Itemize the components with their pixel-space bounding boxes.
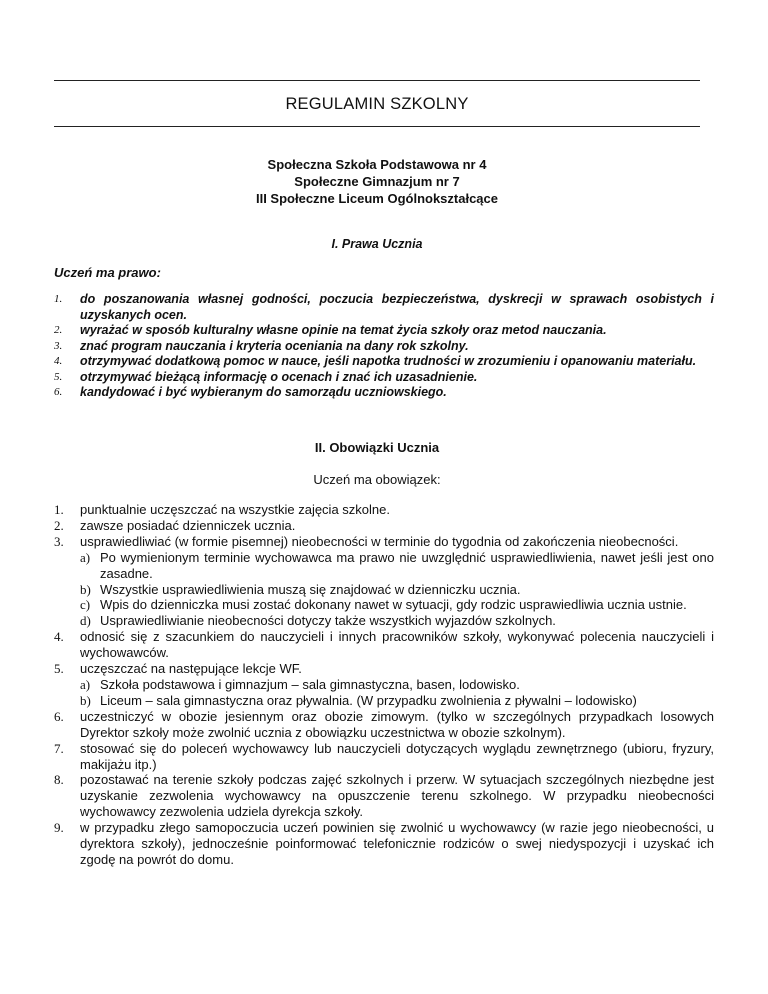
item-text: w przypadku złego samopoczucia uczeń powinien się zwolnić u wychowawcy (w razie jego nieobecności, u dyrektora szkoły), jednocześnie poinformować telefonicznie rodziców o swej niedyspozycji i uzyskać ich zgodę na powrót do domu. [80, 820, 714, 867]
sub-item-letter: c) [80, 597, 91, 613]
item-number: 4. [54, 355, 63, 367]
section-heading-duties: II. Obowiązki Ucznia [314, 440, 440, 455]
sub-list [80, 677, 714, 709]
title-divider [54, 126, 700, 127]
item-text: uczestniczyć w obozie jesiennym oraz obozie zimowym. (tylko w szczególnych przypadkach losowych Dyrektor szkoły może zwolnić ucznia z obowiązku uczestnictwa w obozie szkolnym). [80, 708, 714, 740]
item-number: 3. [54, 533, 64, 549]
item-text: punktualnie uczęszczać na wszystkie zajęcia szkolne. [80, 502, 390, 517]
sub-item-letter: b) [80, 692, 91, 708]
item-text: usprawiedliwiać (w formie pisemnej) nieobecności w terminie do tygodnia od zakończenia nieobecności. [80, 533, 679, 549]
sub-item-letter: a) [80, 549, 91, 565]
item-text: otrzymywać dodatkową pomoc w nauce, jeśli napotka trudności w zrozumieniu i opanowaniu materiału. [80, 354, 697, 368]
school-names [54, 156, 700, 207]
sub-item-letter: b) [80, 581, 91, 597]
item-number: 3. [54, 339, 63, 352]
item-number: 8. [54, 772, 64, 788]
school-name: Społeczna Szkoła Podstawowa nr 4 [267, 157, 487, 172]
item-number: 5. [54, 370, 63, 383]
list-item [54, 709, 714, 741]
item-text: uczęszczać na następujące lekcje WF. [80, 661, 302, 677]
sub-item [80, 693, 714, 709]
item-number: 5. [54, 661, 64, 677]
sub-item [80, 550, 714, 582]
sub-item-letter: a) [80, 676, 91, 692]
sub-item-text: Liceum – sala gimnastyczna oraz pływalnia. (W przypadku zwolnienia z pływalni – lodowisko) [100, 692, 637, 708]
list-item [54, 354, 714, 370]
item-text: znać program nauczania i kryteria oceniania na dany rok szkolny. [80, 338, 469, 353]
item-number: 6. [54, 708, 64, 724]
item-text: zawsze posiadać dzienniczek ucznia. [80, 517, 296, 533]
sub-item-text: Po wymienionym terminie wychowawca ma prawo nie uwzględnić usprawiedliwienia, nawet jeśli jest ono zasadne. [100, 549, 714, 581]
school-name: III Społeczne Liceum Ogólnokształcące [255, 191, 499, 206]
list-item [54, 820, 714, 868]
list-item [54, 534, 714, 629]
item-text: stosować się do poleceń wychowawcy lub nauczycieli dotyczących wyglądu zewnętrznego (ubioru, fryzury, makijażu itp.) [80, 740, 714, 772]
sub-item [80, 613, 714, 629]
rights-lead: Uczeń ma prawo: [54, 265, 161, 280]
duties-list [54, 502, 714, 868]
list-item [54, 772, 714, 820]
sub-list [80, 550, 714, 630]
top-divider [54, 80, 700, 81]
item-text: otrzymywać bieżącą informację o ocenach i znać ich uzasadnienie. [80, 369, 478, 384]
item-number: 6. [54, 386, 63, 398]
page-title: REGULAMIN SZKOLNY [285, 95, 469, 113]
list-item [54, 629, 714, 661]
list-item [54, 323, 714, 339]
list-item [54, 661, 714, 709]
sub-item [80, 582, 714, 598]
sub-item-text: Wpis do dzienniczka musi zostać dokonany nawet w sytuacji, gdy rodzic usprawiedliwia ucznia ustnie. [100, 597, 687, 613]
sub-item-text: Szkoła podstawowa i gimnazjum – sala gimnastyczna, basen, lodowisko. [100, 676, 520, 692]
item-text: wyrażać w sposób kulturalny własne opinie na temat życia szkoły oraz metod nauczania. [80, 323, 607, 337]
list-item [54, 370, 714, 386]
school-name: Społeczne Gimnazjum nr 7 [294, 174, 460, 189]
item-number: 2. [54, 324, 63, 336]
sub-item [80, 677, 714, 693]
item-number: 1. [54, 502, 64, 517]
rights-list [54, 292, 714, 401]
list-item [54, 741, 714, 773]
sub-item-text: Usprawiedliwianie nieobecności dotyczy także wszystkich wyjazdów szkolnych. [100, 613, 556, 629]
sub-item [80, 597, 714, 613]
item-text: odnosić się z szacunkiem do nauczycieli i innych pracowników szkoły, wykonywać polecenia nauczycieli i wychowawców. [80, 629, 714, 661]
list-item [54, 518, 714, 534]
item-number: 9. [54, 820, 64, 836]
list-item [54, 385, 714, 401]
item-text: do poszanowania własnej godności, poczucia bezpieczeństwa, dyskrecji w sprawach osobistych i uzyskanych ocen. [80, 292, 714, 322]
item-text: kandydować i być wybieranym do samorządu uczniowskiego. [80, 385, 447, 399]
duties-lead: Uczeń ma obowiązek: [313, 472, 441, 487]
sub-item-letter: d) [80, 613, 91, 629]
item-text: pozostawać na terenie szkoły podczas zajęć szkolnych i przerw. W sytuacjach szczególnych niezbędne jest uzyskanie zezwolenia wychowawcy na opuszczenie terenu szkolnego. W przypadku nieobecności wychowawcy zezwolenia udziela dyrekcja szkoły. [80, 772, 714, 820]
item-number: 4. [54, 629, 64, 645]
list-item [54, 292, 714, 323]
item-number: 7. [54, 740, 64, 756]
item-number: 2. [54, 517, 64, 533]
section-heading-rights: I. Prawa Ucznia [331, 237, 423, 251]
sub-item-text: Wszystkie usprawiedliwienia muszą się znajdować w dzienniczku ucznia. [100, 581, 521, 597]
item-number: 1. [54, 293, 63, 305]
list-item [54, 502, 714, 518]
list-item [54, 339, 714, 355]
